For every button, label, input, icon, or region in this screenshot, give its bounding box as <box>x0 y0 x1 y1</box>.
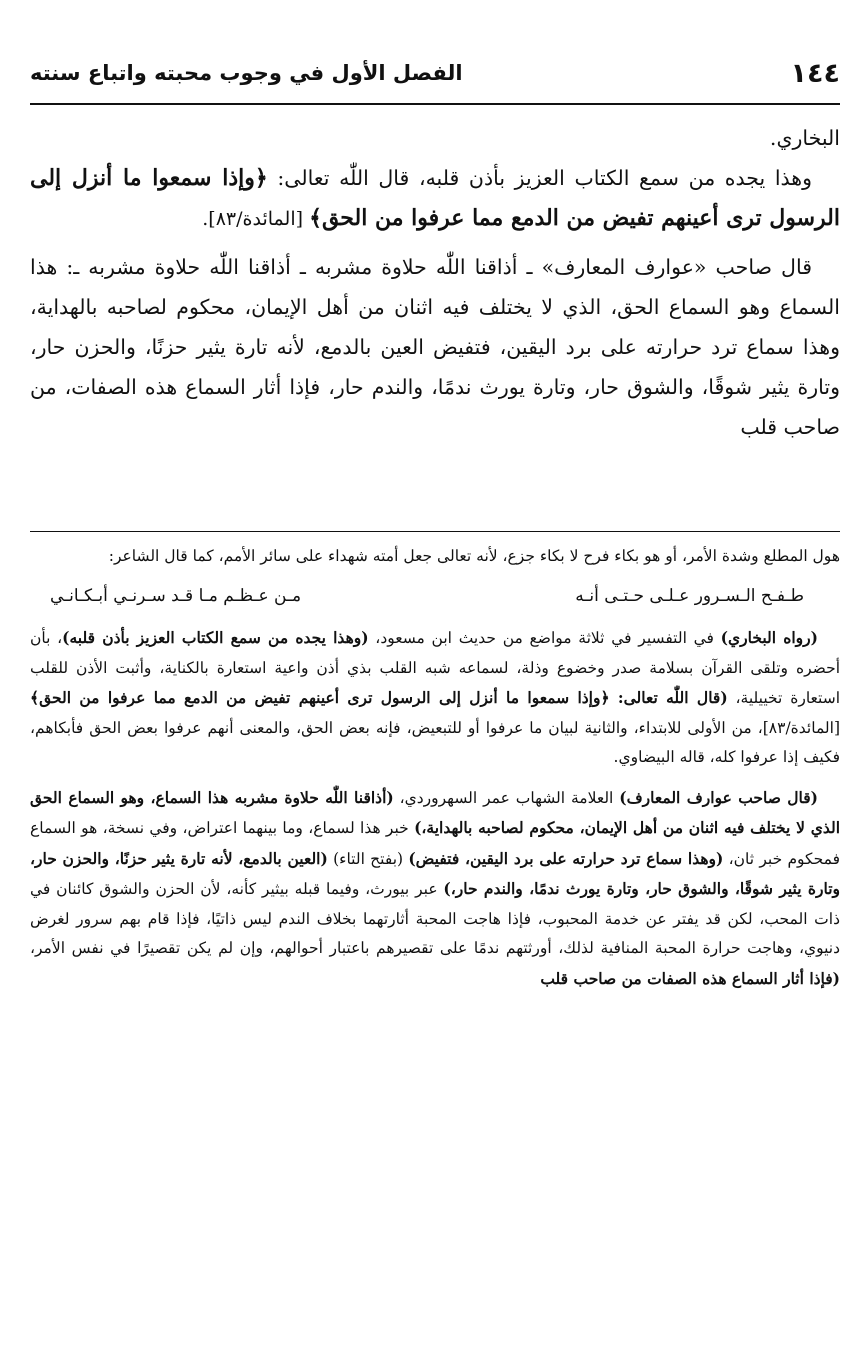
body-paragraph-awarif: قال صاحب «عوارف المعارف» ـ أذاقنا اللّٰه حلاوة مشربه ـ أذاقنا اللّٰه حلاوة مشربه ـ: هذا السماع وهو السماع الحق، الذي لا يختلف فيه اثنان من أهل الإيمان، محكوم لصاحبه بالهداية، وهذا سماع ترد حرارته على برد اليقين، فتفيض العين بالدمع، لأنه تارة يثير حزنًا، والحزن حار، وتارة يثير شوقًا، والشوق حار، وتارة يورث ندمًا، والندم حار، فإذا أثار السماع هذه الصفات، من صاحب قلب <box>30 255 840 439</box>
footnotes-section <box>30 542 840 994</box>
verse-first-hemistich: طـفـح الـسـرور عـلـى حـتـى أنـه <box>575 585 804 606</box>
commentary-quote: (فإذا أثار السماع هذه الصفات من صاحب قلب <box>540 968 840 988</box>
commentary-text: العلامة الشهاب عمر السهروردي، <box>393 788 620 807</box>
page-number: ١٤٤ <box>790 57 840 89</box>
commentary-text: عبر بيورث، وفيما قبله بيثير كأنه، لأن الحزن والشوق كائنان في ذات المحب، لكن قد يفتر عن خدمة المحبوب، فإذا هاجت المحبة أثارتهما بخلاف الندم ليس ذاتيًا، فإذا قام بهم سرور لغرض دنيوي، وهاجت حرارة المحبة المنافية لذلك، أورثتهم ندمًا على تقصيرهم باعتبار أحوالهم، وإن لم يكن تقصيرًا في نفس الأمر، <box>30 880 840 957</box>
main-body <box>30 118 840 447</box>
body-paragraph-verse <box>30 158 840 239</box>
commentary-text: ، بأن أحضره وتلقى القرآن بسلامة صدر وخضوع وذلة، لسماعه شبه القلب بذي أذن واعية استعارة بالكناية، وأثبت الأذن للقلب استعارة تخييلية، <box>30 629 840 707</box>
commentary-text: [المائدة/٨٣]، من الأولى للابتداء، والثانية لبيان ما عرفوا أو للتبعيض، فإنه بعض الحق، والمعنى أنهم عرفوا بعض الحق فأبكاهم، فكيف إذا عرفوا كله، قاله البيضاوي. <box>30 718 840 766</box>
chapter-title: الفصل الأول في وجوب محبته واتباع سنته <box>30 61 463 85</box>
commentary-quote: (قال صاحب عوارف المعارف) <box>619 787 819 807</box>
commentary-text: خبر هذا لسماع، وما بينهما اعتراض، وفي نسخة، هو السماع فمحكوم خبر ثان، <box>30 819 840 868</box>
poetry-verse <box>30 572 840 624</box>
footnote-paragraph-3 <box>30 783 840 995</box>
commentary-quote: (رواه البخاري) <box>720 628 818 647</box>
header-divider <box>30 103 840 105</box>
commentary-quote: (أذاقنا اللّٰه حلاوة مشربه هذا السماع، وهو السماع الحق الذي لا يختلف فيه اثنان من أهل الإيمان، محكوم لصاحبه بالهداية،) <box>30 787 841 837</box>
commentary-text: في التفسير في ثلاثة مواضع من حديث ابن مسعود، <box>368 629 721 647</box>
commentary-quote: (وهذا سماع ترد حرارته على برد اليقين، فتفيض) <box>408 848 724 868</box>
body-line-bukhari: البخاري. <box>769 126 840 150</box>
footnote-divider <box>30 531 840 532</box>
commentary-quote: (العين بالدمع، لأنه تارة يثير حزنًا، والحزن حار، وتارة يثير شوقًا، والشوق حار، وتارة يورث ندمًا، والندم حار،) <box>30 848 840 898</box>
commentary-quote: (وهذا يجده من سمع الكتاب العزيز بأذن قلبه) <box>62 628 369 647</box>
page-header <box>30 48 840 98</box>
footnote-paragraph-2 <box>30 623 840 773</box>
quran-verse: ﴿وإذا سمعوا ما أنزل إلى الرسول ترى أعينهم تفيض من الدمع مما عرفوا من الحق﴾ <box>30 165 840 231</box>
verse-intro: وهذا يجده من سمع الكتاب العزيز بأذن قلبه، قال اللّٰه تعالى: <box>267 166 812 190</box>
footnote-paragraph-1: هول المطلع وشدة الأمر، أو هو بكاء فرح لا بكاء جزع، لأنه تعالى جعل أمته شهداء على سائر الأمم، كما قال الشاعر: <box>108 547 840 565</box>
commentary-quote: (قال اللّٰه تعالى: ﴿وإذا سمعوا ما أنزل إلى الرسول ترى أعينهم تفيض من الدمع مما عرفوا من الحق﴾ <box>30 688 728 707</box>
verse-second-hemistich: مـن عـظـم مـا قـد سـرنـي أبـكـانـي <box>50 585 302 606</box>
commentary-text: (بفتح التاء) <box>327 849 409 868</box>
verse-reference: [المائدة/٨٣]. <box>202 208 310 230</box>
